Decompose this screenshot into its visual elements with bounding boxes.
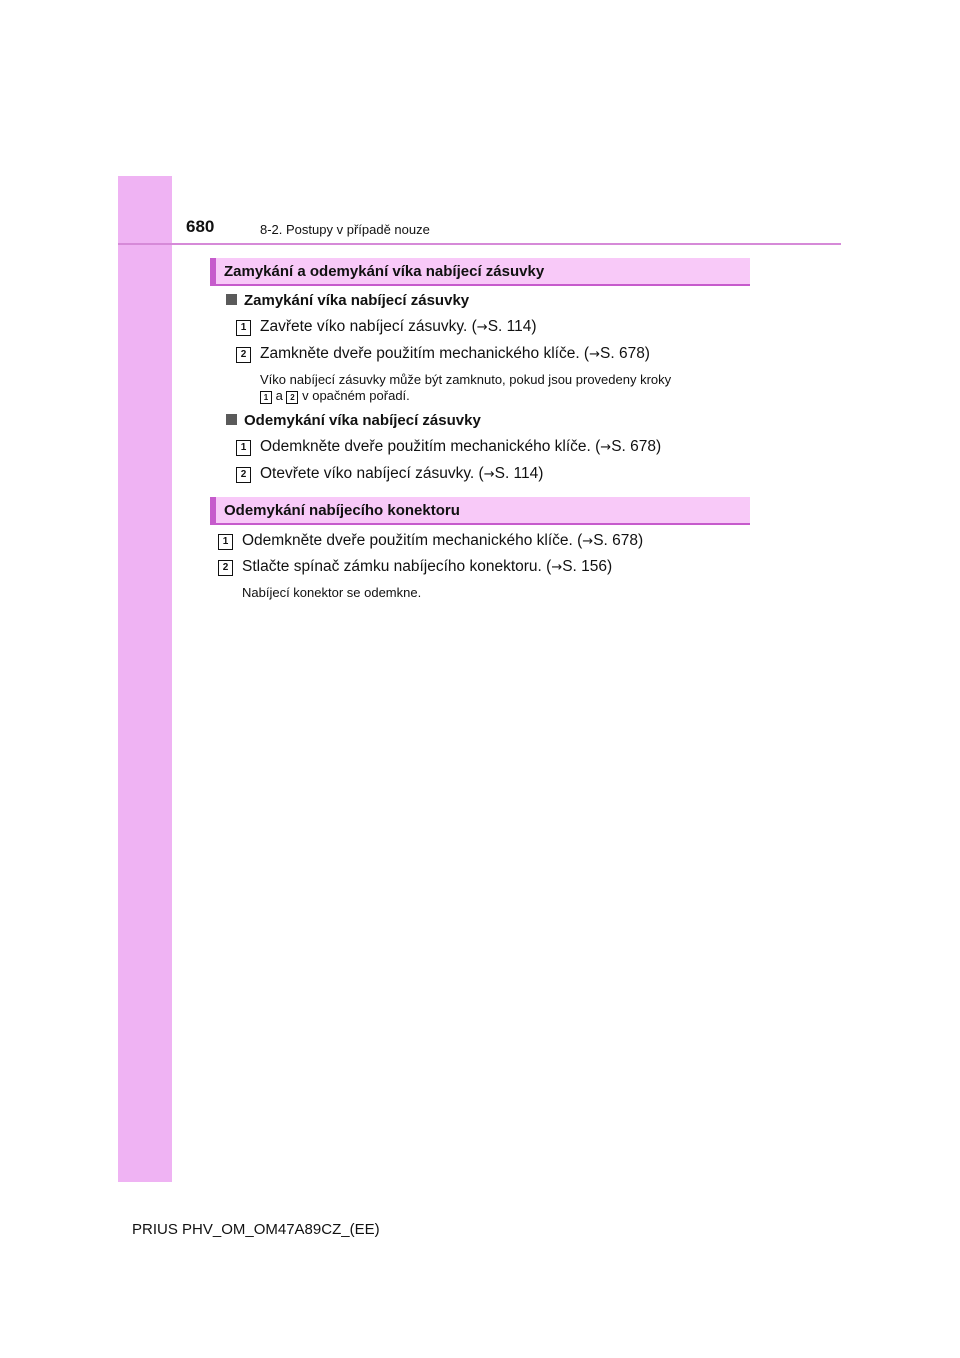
subheading-text: Odemykání víka nabíjecí zásuvky — [244, 412, 481, 429]
step-number-box: 1 — [236, 320, 251, 336]
page-reference[interactable]: S. 678) — [593, 532, 644, 549]
arrow-icon: → — [589, 347, 600, 362]
step-text: Zamkněte dveře použitím mechanického klíče. ( — [260, 345, 590, 362]
connector-note: Nabíjecí konektor se odemkne. — [242, 585, 422, 600]
arrow-icon: → — [551, 560, 563, 575]
header-divider — [118, 243, 841, 245]
step-text: Odemkněte dveře použitím mechanického klíče. ( — [242, 532, 583, 549]
section-title: Odemykání nabíjecího konektoru — [224, 502, 460, 519]
chapter-title: 8-2. Postupy v případě nouze — [260, 222, 430, 237]
section-accent — [210, 258, 216, 286]
page-number: 680 — [186, 217, 215, 236]
section-heading-lid — [210, 258, 750, 286]
square-bullet-icon — [226, 414, 237, 425]
lock-note — [260, 372, 671, 404]
step-number-box: 1 — [236, 440, 251, 456]
step-number-box: 2 — [236, 467, 251, 483]
section-title: Zamykání a odemykání víka nabíjecí zásuvky — [224, 263, 545, 280]
note-line-end: v opačném pořadí. — [302, 388, 410, 403]
page-reference[interactable]: S. 156) — [562, 558, 613, 575]
step-ref-box: 1 — [260, 391, 272, 404]
step-number-box: 1 — [218, 534, 233, 550]
arrow-icon: → — [582, 534, 594, 549]
step-ref-box: 2 — [286, 391, 298, 404]
step-number-box: 2 — [236, 347, 251, 363]
page-reference[interactable]: S. 114) — [487, 318, 537, 335]
arrow-icon: → — [600, 440, 612, 455]
step-text: Odemkněte dveře použitím mechanického klíče. ( — [260, 438, 601, 455]
subheading-lock-lid — [226, 292, 469, 309]
arrow-icon: → — [476, 320, 488, 335]
page-reference[interactable]: S. 114) — [494, 465, 544, 482]
arrow-icon: → — [483, 467, 495, 482]
square-bullet-icon — [226, 294, 237, 305]
subheading-unlock-lid — [226, 412, 481, 429]
note-line: Víko nabíjecí zásuvky může být zamknuto, pokud jsou provedeny kroky — [260, 372, 672, 387]
document-footer: PRIUS PHV_OM_OM47A89CZ_(EE) — [132, 1221, 380, 1238]
step-text: Zavřete víko nabíjecí zásuvky. ( — [260, 318, 477, 335]
side-tab-bar — [118, 176, 172, 1182]
section-accent — [210, 497, 216, 525]
section-heading-connector — [210, 497, 750, 525]
step-number-box: 2 — [218, 560, 233, 576]
note-connector: a — [275, 388, 283, 403]
page-reference[interactable]: S. 678) — [611, 438, 662, 455]
subheading-text: Zamykání víka nabíjecí zásuvky — [244, 292, 470, 309]
step-text: Stlačte spínač zámku nabíjecího konektoru. ( — [242, 558, 552, 575]
step-text: Otevřete víko nabíjecí zásuvky. ( — [260, 465, 484, 482]
page-reference[interactable]: S. 678) — [600, 345, 650, 362]
